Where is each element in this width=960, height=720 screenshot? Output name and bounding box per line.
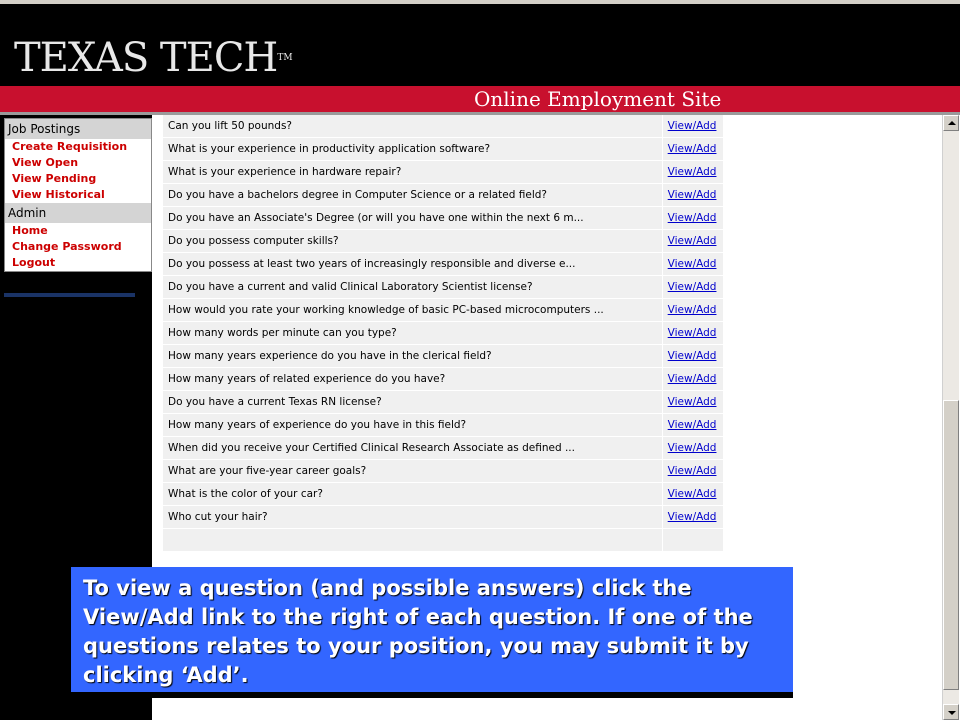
question-row [163, 391, 724, 414]
question-link-cell [662, 345, 723, 368]
question-row [163, 276, 724, 299]
nav-link-change-password[interactable]: Change Password [12, 240, 122, 253]
view-add-link[interactable]: View/Add [667, 143, 717, 155]
question-text: How many years experience do you have in the clerical field? [163, 345, 663, 368]
question-row [163, 115, 724, 138]
view-add-link[interactable]: View/Add [667, 189, 717, 201]
question-link-cell [662, 437, 723, 460]
nav-link-create-requisition[interactable]: Create Requisition [12, 140, 128, 153]
nav-link-logout[interactable]: Logout [12, 256, 56, 269]
question-row [163, 322, 724, 345]
view-add-link[interactable]: View/Add [667, 465, 717, 477]
question-row [163, 138, 724, 161]
question-text: Do you have an Associate's Degree (or will you have one within the next 6 m... [163, 207, 663, 230]
question-text: What is your experience in productivity application software? [163, 138, 663, 161]
question-row [163, 230, 724, 253]
question-row [163, 437, 724, 460]
question-link-cell [662, 253, 723, 276]
question-link-cell [662, 161, 723, 184]
question-text: When did you receive your Certified Clinical Research Associate as defined ... [163, 437, 663, 460]
scrollbar-thumb[interactable] [943, 400, 959, 690]
question-link-cell [662, 115, 723, 138]
question-row [163, 529, 724, 552]
question-text: Can you lift 50 pounds? [163, 115, 663, 138]
question-text: Do you possess computer skills? [163, 230, 663, 253]
question-link-cell [662, 230, 723, 253]
question-text: Do you have a current and valid Clinical Laboratory Scientist license? [163, 276, 663, 299]
question-text: How many years of experience do you have in this field? [163, 414, 663, 437]
question-row [163, 368, 724, 391]
nav-heading-job-postings: Job Postings [5, 119, 151, 139]
question-link-cell [662, 368, 723, 391]
vertical-scrollbar[interactable] [942, 115, 959, 720]
view-add-link[interactable]: View/Add [667, 511, 717, 523]
question-row [163, 483, 724, 506]
question-text: What is the color of your car? [163, 483, 663, 506]
view-add-link[interactable]: View/Add [667, 120, 717, 132]
questions-table [162, 115, 724, 552]
view-add-link[interactable]: View/Add [667, 212, 717, 224]
question-text [163, 529, 663, 552]
question-text: How many words per minute can you type? [163, 322, 663, 345]
sidebar-nav [4, 118, 152, 272]
question-link-cell [662, 414, 723, 437]
question-link-cell [662, 299, 723, 322]
arrow-up-icon [948, 121, 956, 125]
question-link-cell [662, 506, 723, 529]
question-row [163, 184, 724, 207]
view-add-link[interactable]: View/Add [667, 281, 717, 293]
arrow-down-icon [948, 711, 956, 715]
question-row [163, 161, 724, 184]
sidebar-divider [4, 293, 135, 297]
question-row [163, 414, 724, 437]
view-add-link[interactable]: View/Add [667, 235, 717, 247]
view-add-link[interactable]: View/Add [667, 373, 717, 385]
view-add-link[interactable]: View/Add [667, 396, 717, 408]
view-add-link[interactable]: View/Add [667, 488, 717, 500]
view-add-link[interactable]: View/Add [667, 419, 717, 431]
view-add-link[interactable]: View/Add [667, 442, 717, 454]
texas-tech-logo [14, 36, 293, 80]
question-row [163, 253, 724, 276]
question-link-cell [662, 529, 723, 552]
question-text: Do you have a bachelors degree in Computer Science or a related field? [163, 184, 663, 207]
question-row [163, 299, 724, 322]
question-link-cell [662, 207, 723, 230]
site-header [0, 4, 960, 86]
scroll-down-button[interactable] [943, 704, 959, 720]
question-row [163, 345, 724, 368]
nav-link-view-pending[interactable]: View Pending [12, 172, 97, 185]
question-text: How many years of related experience do you have? [163, 368, 663, 391]
nav-heading-admin: Admin [5, 203, 151, 223]
instruction-callout [71, 567, 793, 692]
view-add-link[interactable]: View/Add [667, 304, 717, 316]
site-title: Online Employment Site [474, 87, 722, 111]
question-link-cell [662, 138, 723, 161]
question-row [163, 506, 724, 529]
question-text: What is your experience in hardware repair? [163, 161, 663, 184]
question-text: Do you have a current Texas RN license? [163, 391, 663, 414]
view-add-link[interactable]: View/Add [667, 350, 717, 362]
nav-link-view-open[interactable]: View Open [12, 156, 79, 169]
logo-trademark: TM [277, 53, 293, 63]
nav-link-home[interactable]: Home [12, 224, 48, 237]
question-link-cell [662, 460, 723, 483]
scroll-up-button[interactable] [943, 115, 959, 131]
question-row [163, 460, 724, 483]
callout-text: To view a question (and possible answers) click the View/Add link to the right of each question. If one of the questions relates to your position, you may submit it by clicking ‘Add’. [83, 576, 753, 687]
question-row [163, 207, 724, 230]
question-link-cell [662, 322, 723, 345]
nav-link-view-historical[interactable]: View Historical [12, 188, 105, 201]
question-text: What are your five-year career goals? [163, 460, 663, 483]
view-add-link[interactable]: View/Add [667, 166, 717, 178]
question-text: Who cut your hair? [163, 506, 663, 529]
question-link-cell [662, 391, 723, 414]
view-add-link[interactable]: View/Add [667, 258, 717, 270]
logo-wordmark: TEXAS TECH [14, 35, 278, 81]
question-link-cell [662, 276, 723, 299]
question-link-cell [662, 483, 723, 506]
question-text: Do you possess at least two years of increasingly responsible and diverse e... [163, 253, 663, 276]
question-link-cell [662, 184, 723, 207]
questions-table-body [163, 115, 724, 552]
question-text: How would you rate your working knowledge of basic PC-based microcomputers ... [163, 299, 663, 322]
view-add-link[interactable]: View/Add [667, 327, 717, 339]
